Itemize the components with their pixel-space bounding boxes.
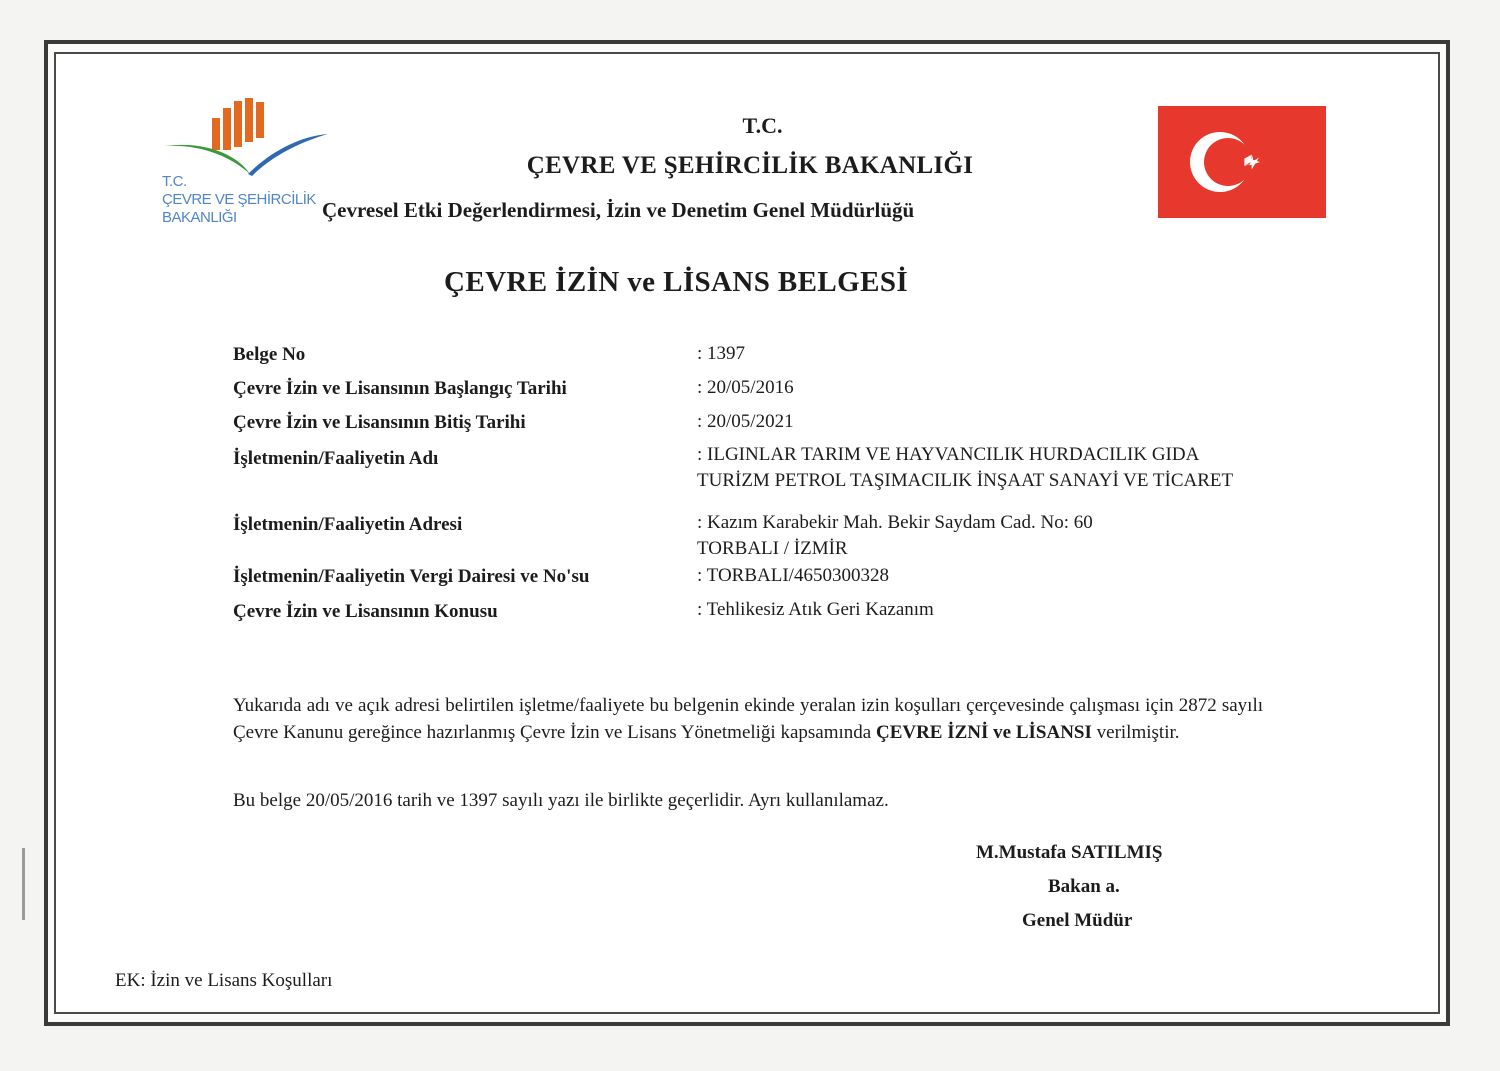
field-label-start-date: Çevre İzin ve Lisansının Başlangıç Tarihi (233, 378, 567, 399)
header-tc: T.C. (742, 113, 783, 138)
attachment-note: EK: İzin ve Lisans Koşulları (115, 970, 333, 991)
paragraph-bold-text: ÇEVRE İZNİ ve LİSANSI (875, 722, 1092, 743)
field-label-address: İşletmenin/Faaliyetin Adresi (233, 514, 463, 535)
field-value-address (697, 510, 1093, 562)
scan-edge-mark (22, 848, 25, 920)
validity-statement: Bu belge 20/05/2016 tarih ve 1397 sayılı yazı ile birlikte geçerlidir. Ayrı kullanılamaz. (233, 790, 889, 811)
field-value-start-date: : 20/05/2016 (697, 377, 794, 398)
field-label-company-name: İşletmenin/Faaliyetin Adı (233, 448, 439, 469)
paragraph-text-part2: verilmiştir. (1096, 722, 1180, 743)
field-value-subject: : Tehlikesiz Atık Geri Kazanım (697, 599, 934, 620)
field-value-belge-no: : 1397 (697, 343, 746, 364)
field-label-subject: Çevre İzin ve Lisansının Konusu (233, 601, 498, 622)
field-value-tax-office: : TORBALI/4650300328 (697, 565, 889, 586)
company-name-line1: : ILGINLAR TARIM VE HAYVANCILIK HURDACILIK GIDA (697, 444, 1200, 465)
paragraph-text-part1: Yukarıda adı ve açık adresi belirtilen işletme/faaliyete bu belgenin ekinde yeralan izin koşulları çerçevesinde çalışması için 2872 sayılı Çevre Kanunu gereğince hazırlanmış Çevre İzin ve Lisans Yönetmeliği kapsamında (233, 695, 1263, 743)
company-name-line2: TURİZM PETROL TAŞIMACILIK İNŞAAT SANAYİ VE TİCARET (697, 470, 1234, 491)
logo-text-bakanligi: BAKANLIĞI (162, 209, 237, 226)
signatory-role-1: Bakan a. (1048, 876, 1120, 897)
field-label-belge-no: Belge No (233, 344, 306, 365)
field-value-end-date: : 20/05/2021 (697, 411, 794, 432)
field-value-company-name (697, 442, 1233, 494)
logo-text-tc: T.C. (162, 173, 187, 190)
header-ministry: ÇEVRE VE ŞEHİRCİLİK BAKANLIĞI (526, 152, 974, 179)
field-label-end-date: Çevre İzin ve Lisansının Bitiş Tarihi (233, 412, 526, 433)
address-line2: TORBALI / İZMİR (697, 538, 848, 559)
permit-paragraph (233, 692, 1263, 746)
logo-text-ministry: ÇEVRE VE ŞEHİRCİLİK (162, 191, 316, 208)
address-line1: : Kazım Karabekir Mah. Bekir Saydam Cad. No: 60 (697, 512, 1093, 533)
header-directorate: Çevresel Etki Değerlendirmesi, İzin ve Denetim Genel Müdürlüğü (322, 198, 915, 222)
document-title: ÇEVRE İZİN ve LİSANS BELGESİ (444, 266, 909, 298)
field-label-tax-office: İşletmenin/Faaliyetin Vergi Dairesi ve No'su (233, 566, 590, 587)
signatory-name: M.Mustafa SATILMIŞ (976, 842, 1163, 863)
signatory-role-2: Genel Müdür (1022, 910, 1133, 931)
